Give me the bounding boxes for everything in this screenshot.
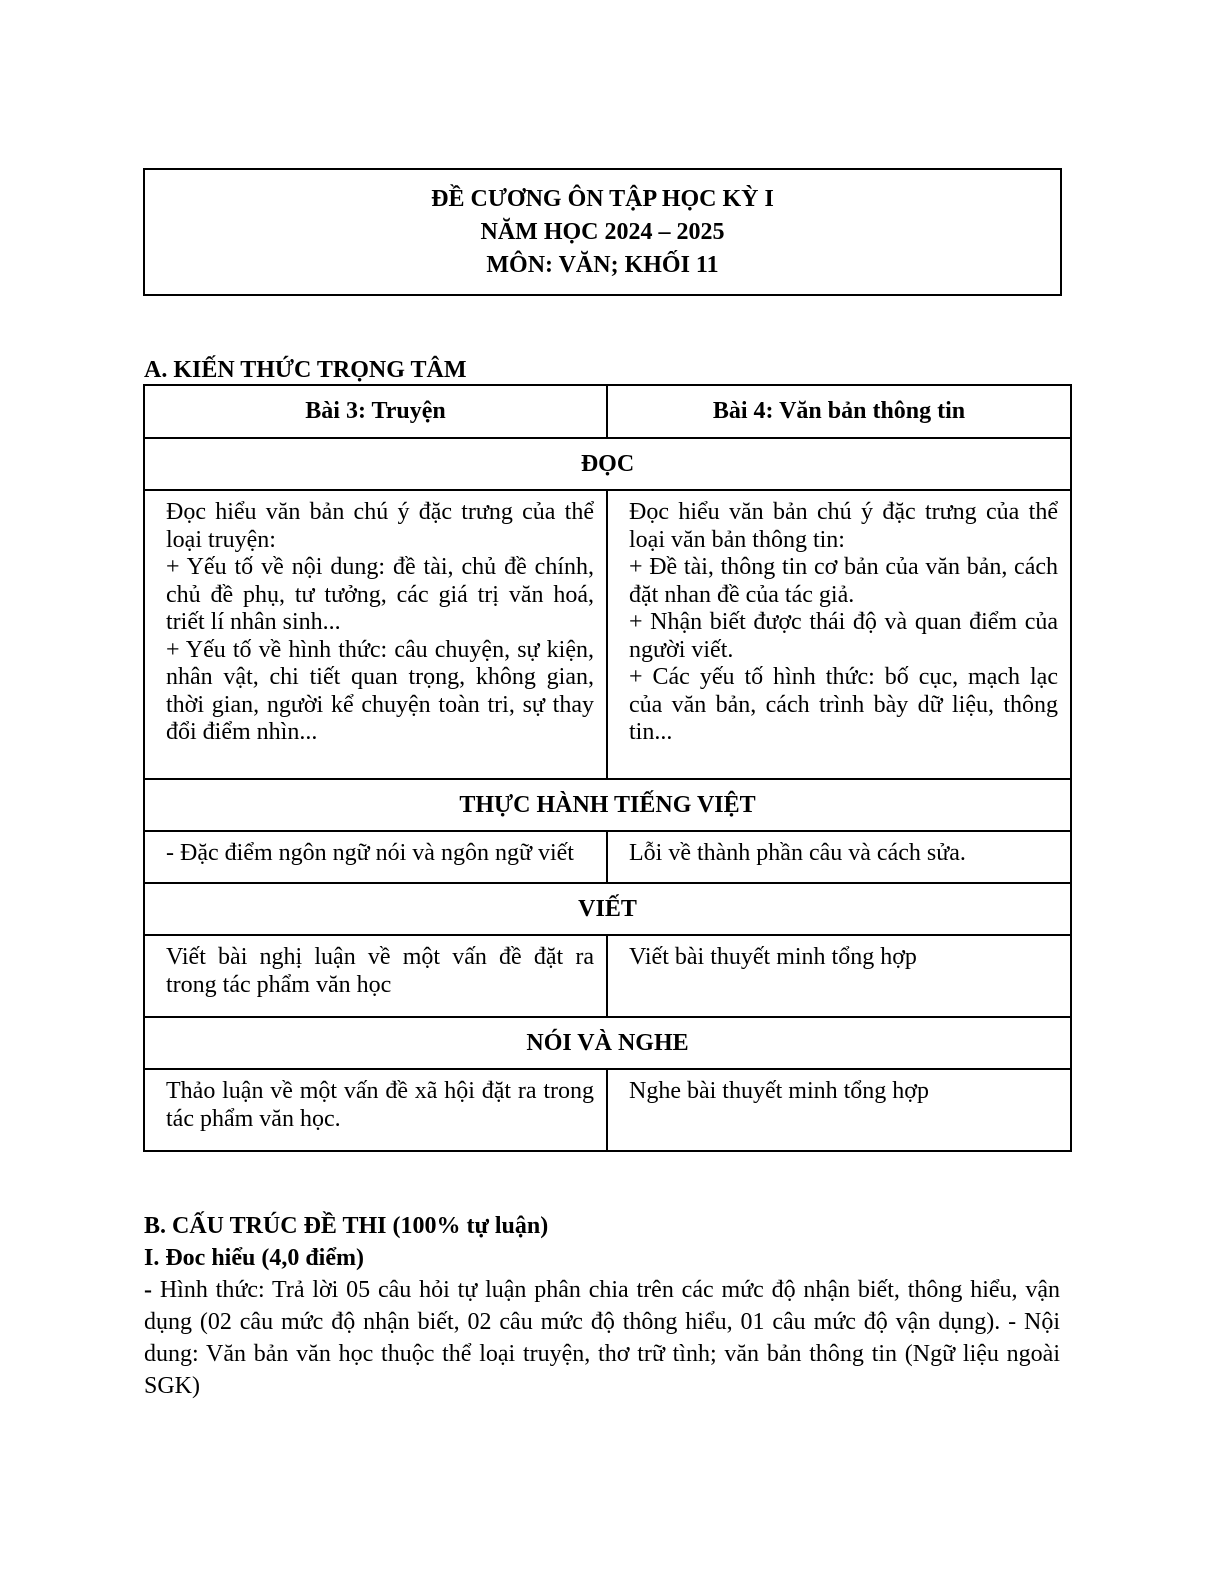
doc-left-cell — [144, 490, 607, 779]
section-a-heading: A. KIẾN THỨC TRỌNG TÂM — [144, 357, 467, 383]
table-section-row — [144, 779, 1071, 831]
section-title-noi-va-nghe: NÓI VÀ NGHE — [144, 1017, 1071, 1069]
section-b-heading: B. CẤU TRÚC ĐỀ THI (100% tự luận) — [144, 1213, 549, 1239]
table-section-row — [144, 1017, 1071, 1069]
doc-right-line: + Đề tài, thông tin cơ bản của văn bản, cách đặt nhan đề của tác giả. — [629, 554, 1058, 608]
document-title-box — [143, 168, 1062, 296]
doc-left-line: + Yếu tố về hình thức: câu chuyện, sự kiện, nhân vật, chi tiết quan trọng, không gian, thời gian, người kể chuyện toàn tri, sự thay đổi điểm nhìn... — [166, 636, 594, 745]
paragraph-dash: - — [144, 1277, 152, 1303]
noi-left-cell — [144, 1069, 607, 1151]
thuc-hanh-left-cell — [144, 831, 607, 883]
column-header-lesson-3: Bài 3: Truyện — [144, 385, 607, 438]
title-line-2: NĂM HỌC 2024 – 2025 — [480, 219, 725, 245]
knowledge-table — [143, 384, 1072, 1152]
viet-left-line: Viết bài nghị luận về một vấn đề đặt ra trong tác phẩm văn học — [166, 944, 594, 998]
table-row — [144, 1069, 1071, 1151]
table-row — [144, 831, 1071, 883]
viet-right-line: Viết bài thuyết minh tổng hợp — [629, 944, 917, 970]
table-row — [144, 935, 1071, 1017]
noi-left-line: Thảo luận về một vấn đề xã hội đặt ra trong tác phẩm văn học. — [166, 1078, 594, 1132]
doc-right-cell — [607, 490, 1071, 779]
doc-left-line: + Yếu tố về nội dung: đề tài, chủ đề chính, chủ đề phụ, tư tưởng, các giá trị văn hoá, triết lí nhân sinh... — [166, 554, 594, 635]
section-b-paragraph — [144, 1274, 1060, 1402]
column-header-lesson-4: Bài 4: Văn bản thông tin — [607, 385, 1071, 438]
viet-right-cell — [607, 935, 1071, 1017]
table-header-row — [144, 385, 1071, 438]
doc-left-line: Đọc hiểu văn bản chú ý đặc trưng của thể loại truyện: — [166, 499, 594, 553]
section-title-thuc-hanh: THỰC HÀNH TIẾNG VIỆT — [144, 779, 1071, 831]
thuc-hanh-right-line: Lỗi về thành phần câu và cách sửa. — [629, 840, 966, 866]
title-line-3: MÔN: VĂN; KHỐI 11 — [486, 252, 719, 278]
thuc-hanh-left-line: - Đặc điểm ngôn ngữ nói và ngôn ngữ viết — [166, 840, 574, 866]
title-line-1: ĐỀ CƯƠNG ÔN TẬP HỌC KỲ I — [431, 186, 774, 212]
noi-right-line: Nghe bài thuyết minh tổng hợp — [629, 1078, 929, 1104]
viet-left-cell — [144, 935, 607, 1017]
section-b — [144, 1210, 1060, 1402]
thuc-hanh-right-cell — [607, 831, 1071, 883]
section-title-doc: ĐỌC — [144, 438, 1071, 490]
table-section-row — [144, 438, 1071, 490]
table-section-row — [144, 883, 1071, 935]
paragraph-text: Hình thức: Trả lời 05 câu hỏi tự luận phân chia trên các mức độ nhận biết, thông hiểu, vận dụng (02 câu mức độ nhận biết, 02 câu mức độ thông hiểu, 01 câu mức độ vận dụng). - Nội dung: Văn bản văn học thuộc thể loại truyện, thơ trữ tình; văn bản thông tin (Ngữ liệu ngoài SGK) — [144, 1277, 1060, 1399]
section-title-viet: VIẾT — [144, 883, 1071, 935]
noi-right-cell — [607, 1069, 1071, 1151]
table-row — [144, 490, 1071, 779]
doc-right-line: + Các yếu tố hình thức: bố cục, mạch lạc của văn bản, cách trình bày dữ liệu, thông tin... — [629, 664, 1058, 745]
doc-right-line: + Nhận biết được thái độ và quan điểm của người viết. — [629, 609, 1058, 663]
doc-right-line: Đọc hiểu văn bản chú ý đặc trưng của thể loại văn bản thông tin: — [629, 499, 1058, 553]
section-b-subheading: I. Đoc hiểu (4,0 điểm) — [144, 1245, 364, 1271]
